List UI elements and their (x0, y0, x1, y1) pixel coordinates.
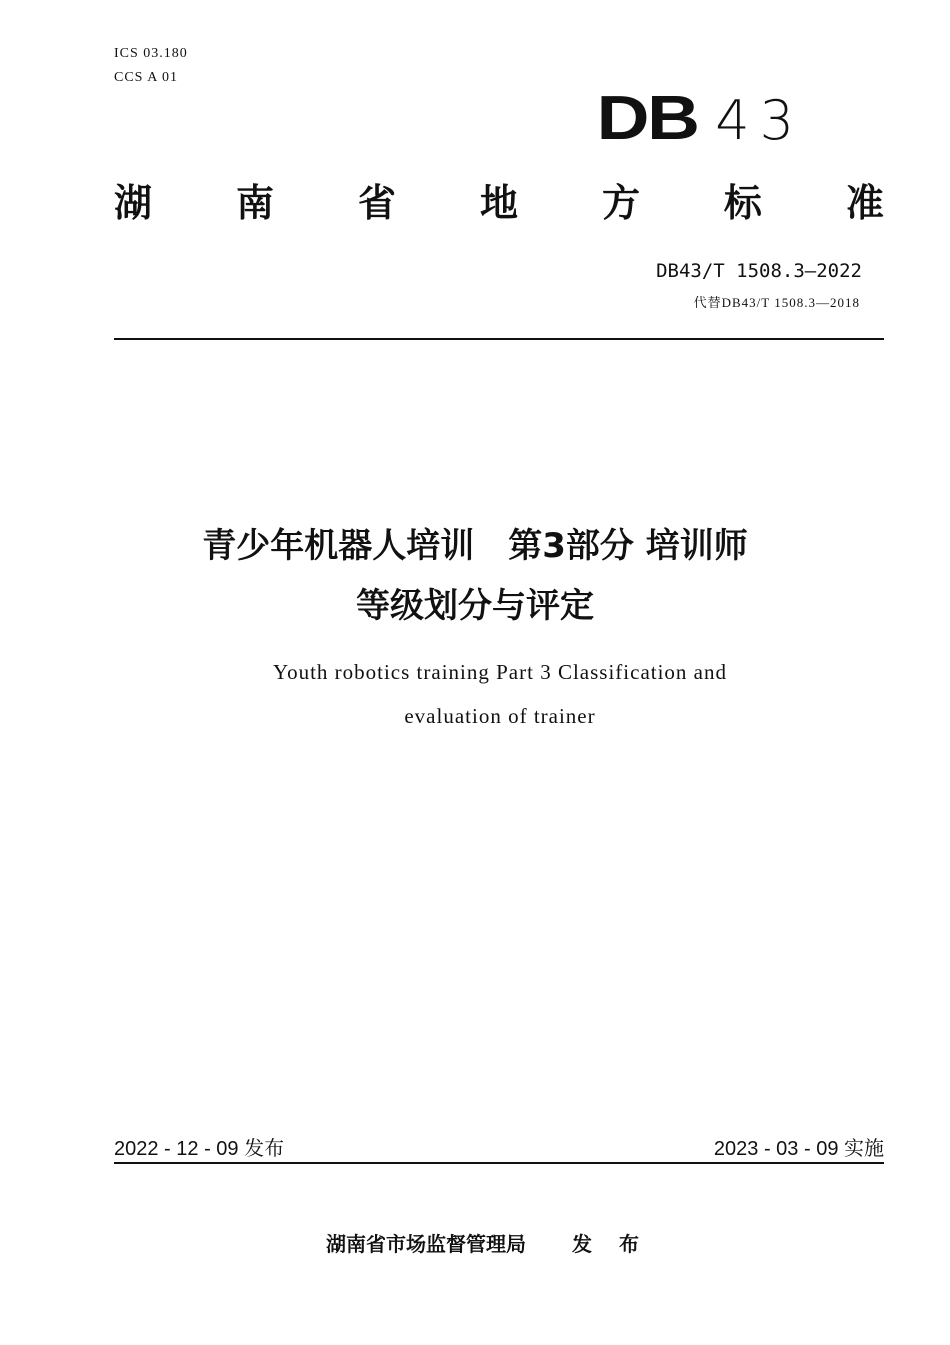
standard-type-char: 地 (479, 181, 518, 225)
ics-code: ICS 03.180 (114, 46, 188, 61)
standard-number: DB43/T 1508.3—2022 (656, 260, 862, 282)
replaces-standard: 代替DB43/T 1508.3—2018 (693, 295, 860, 310)
standard-type-char: 方 (601, 181, 640, 225)
issue-date: 2022 - 12 - 09 发布 (114, 1138, 285, 1160)
title-cn-line2: 等级划分与评定 (356, 586, 594, 626)
standard-type-char: 标 (723, 181, 762, 225)
db-logo (596, 84, 804, 153)
title-en-line2: evaluation of trainer (404, 704, 596, 728)
db-logo-prefix: DB (596, 84, 698, 153)
standard-type-char: 省 (357, 181, 396, 225)
standard-type-char: 南 (235, 181, 274, 225)
issuer-action: 发 布 (572, 1232, 649, 1256)
ccs-code: CCS A 01 (114, 70, 179, 85)
db-logo-code: 43 (715, 89, 804, 152)
bottom-divider (114, 1162, 884, 1164)
standard-type-heading (114, 178, 884, 228)
title-en-line1: Youth robotics training Part 3 Classification and (273, 660, 727, 684)
implementation-date: 2023 - 03 - 09 实施 (713, 1138, 884, 1160)
top-divider (114, 338, 884, 340)
title-cn-line1: 青少年机器人培训 第3部分 培训师 (202, 526, 748, 566)
issuer-name: 湖南省市场监督管理局 (326, 1232, 526, 1256)
standard-type-char: 准 (845, 181, 884, 225)
issuer-line (326, 1228, 649, 1257)
standard-type-char: 湖 (114, 181, 153, 225)
